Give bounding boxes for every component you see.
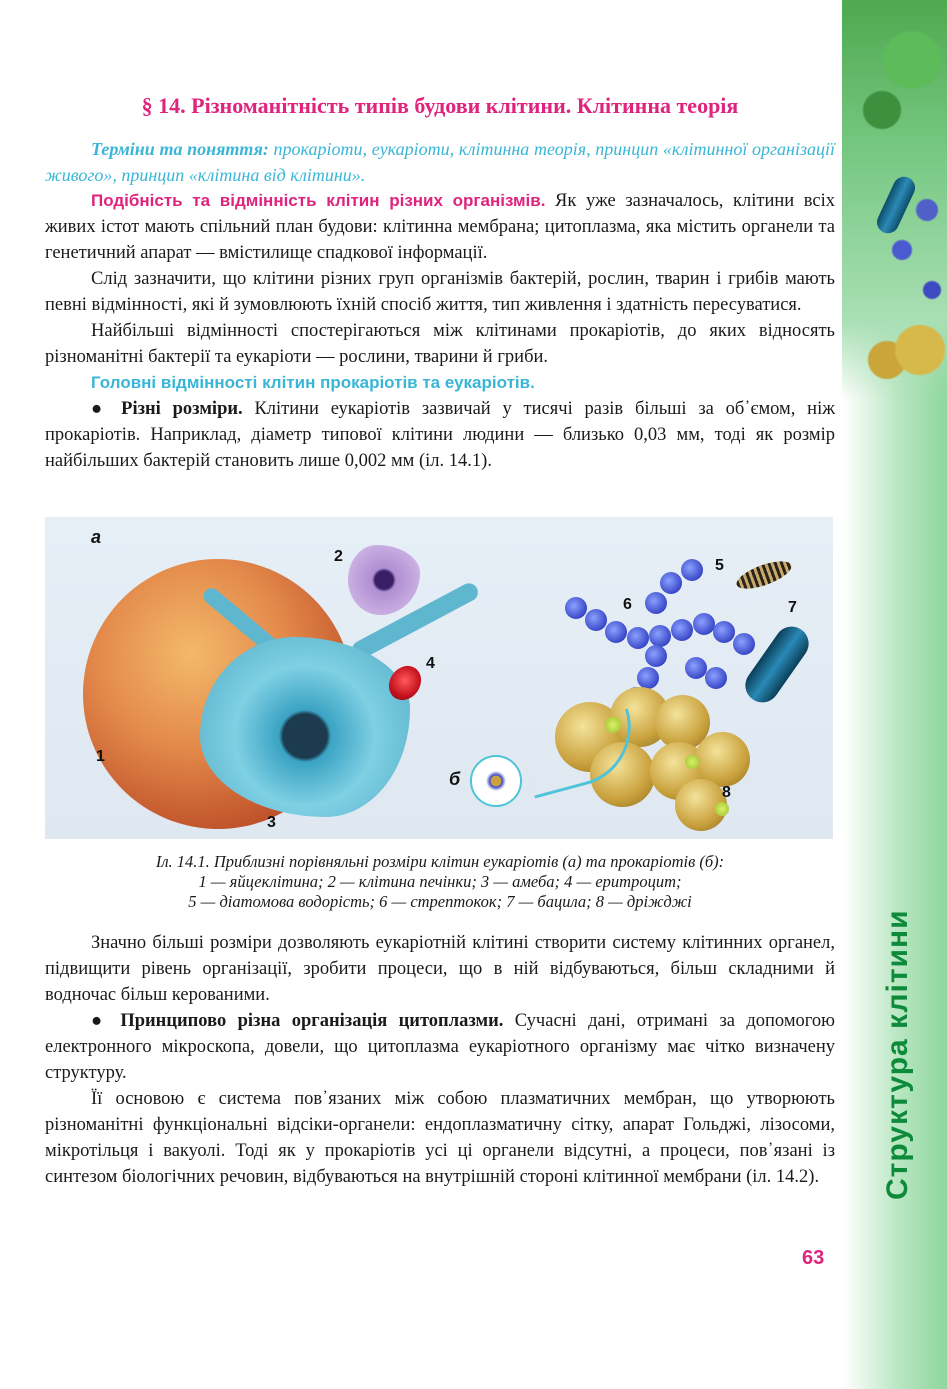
terms-lead: Терміни та поняття: — [91, 139, 269, 159]
page-number: 63 — [802, 1247, 825, 1269]
liver-cell-image — [348, 545, 420, 615]
terms-paragraph — [45, 136, 835, 188]
figure-number-6: 6 — [623, 596, 632, 613]
subheading-similarity: Подібність та відмінність клітин різних організмів. — [91, 191, 546, 210]
bullet-sizes-text: Клітини еукаріотів зазвичай у тисячі разів більші за об᾽ємом, ніж прокаріотів. Наприклад, діаметр типової клітини людини — близько 0,03 мм, тоді як розмір найбільших бактерій становить лише 0,002 мм (іл. 14.1). — [45, 399, 836, 471]
chapter-side-title: Структура клітини — [881, 909, 914, 1200]
paragraph-similarity-text: Як уже зазначалось, клітини всіх живих істот мають спільний план будови: клітинна мембрана; цитоплазма, яка містить органели та генетичний апарат — вмістилище спадкової інформації. — [45, 191, 835, 263]
paragraph-2: Слід зазначити, що клітини різних груп організмів бактерій, рослин, тварин і грибів мають певні відмінності, які й зумовлюють їхній спосіб життя, тип живлення і здатність пересуватися. — [45, 269, 835, 315]
section-title: § 14. Різноманітність типів будови клітини. Клітинна теорія — [141, 93, 739, 118]
figure-label-a: а — [91, 527, 102, 547]
paragraph-similarity — [45, 188, 835, 266]
amoeba-image — [200, 637, 410, 817]
prokaryote-inset-circle — [470, 755, 522, 807]
figure-number-8: 8 — [722, 784, 731, 801]
caption-line-1: Іл. 14.1. Приблизні порівняльні розміри клітин еукаріотів (а) та прокаріотів (б): — [155, 852, 725, 871]
figure-number-5: 5 — [715, 557, 724, 574]
bullet-cytoplasm — [45, 1008, 835, 1086]
figure-number-4: 4 — [426, 655, 435, 672]
caption-line-3: 5 — діатомова водорість; 6 — стрептокок; 7 — бацила; 8 — дріжджі — [188, 892, 692, 911]
figure-number-1: 1 — [96, 748, 105, 765]
subheading-differences: Головні відмінності клітин прокаріотів та еукаріотів. — [91, 373, 535, 392]
caption-line-2: 1 — яйцеклітина; 2 — клітина печінки; 3 — амеба; 4 — еритроцит; — [198, 872, 682, 891]
paragraph-5: Її основою є система пов᾽язаних між собою плазматичних мембран, що утворюють різноманітні функціональні відсіки-органели: ендоплазматичну сітку, апарат Гольджі, лізосоми, мікротільця і вакуолі. Тоді як у прокаріотів усі ці органели відсутні, а процеси, пов᾽язані із синтезом біологічних речовин, відбуваються на внутрішній стороні клітинної мембрани (іл. 14.2). — [45, 1089, 835, 1187]
diatom-image — [733, 556, 794, 595]
bullet-sizes-label: ● Різні розміри. — [91, 399, 243, 419]
bacillus-image — [739, 620, 816, 709]
bullet-cytoplasm-label: ● Принципово різна організація цитоплазми. — [91, 1011, 504, 1031]
subheading-differences-paragraph — [45, 370, 835, 396]
bullet-sizes — [45, 396, 835, 474]
text-block-bottom — [45, 930, 835, 1190]
figure-caption — [45, 852, 835, 912]
text-block-top — [45, 188, 835, 474]
figure-14-1 — [45, 517, 833, 839]
figure-number-3: 3 — [267, 814, 276, 831]
bullet-cytoplasm-text: Сучасні дані, отримані за допомогою електронного мікроскопа, довели, що цитоплазма еукаріотного організму має чітко визначену структуру. — [45, 1011, 835, 1083]
paragraph-4: Значно більші розміри дозволяють еукаріотній клітині створити систему клітинних органел, підвищити рівень організації, зробити процеси, що в ній відбуваються, більш складними й водночас більш керованими. — [45, 933, 835, 1005]
figure-number-7: 7 — [788, 599, 797, 616]
figure-number-2: 2 — [334, 548, 343, 565]
decorative-side-bar — [842, 0, 947, 1389]
figure-label-b: б — [449, 769, 461, 789]
paragraph-3: Найбільші відмінності спостерігаються між клітинами прокаріотів, до яких відносять різноманітні бактерії та еукаріоти — рослини, тварини й гриби. — [45, 321, 835, 367]
terms-text: прокаріоти, еукаріоти, клітинна теорія, принцип «клітинної організації живого», принцип «клітина від клітини». — [45, 139, 835, 185]
